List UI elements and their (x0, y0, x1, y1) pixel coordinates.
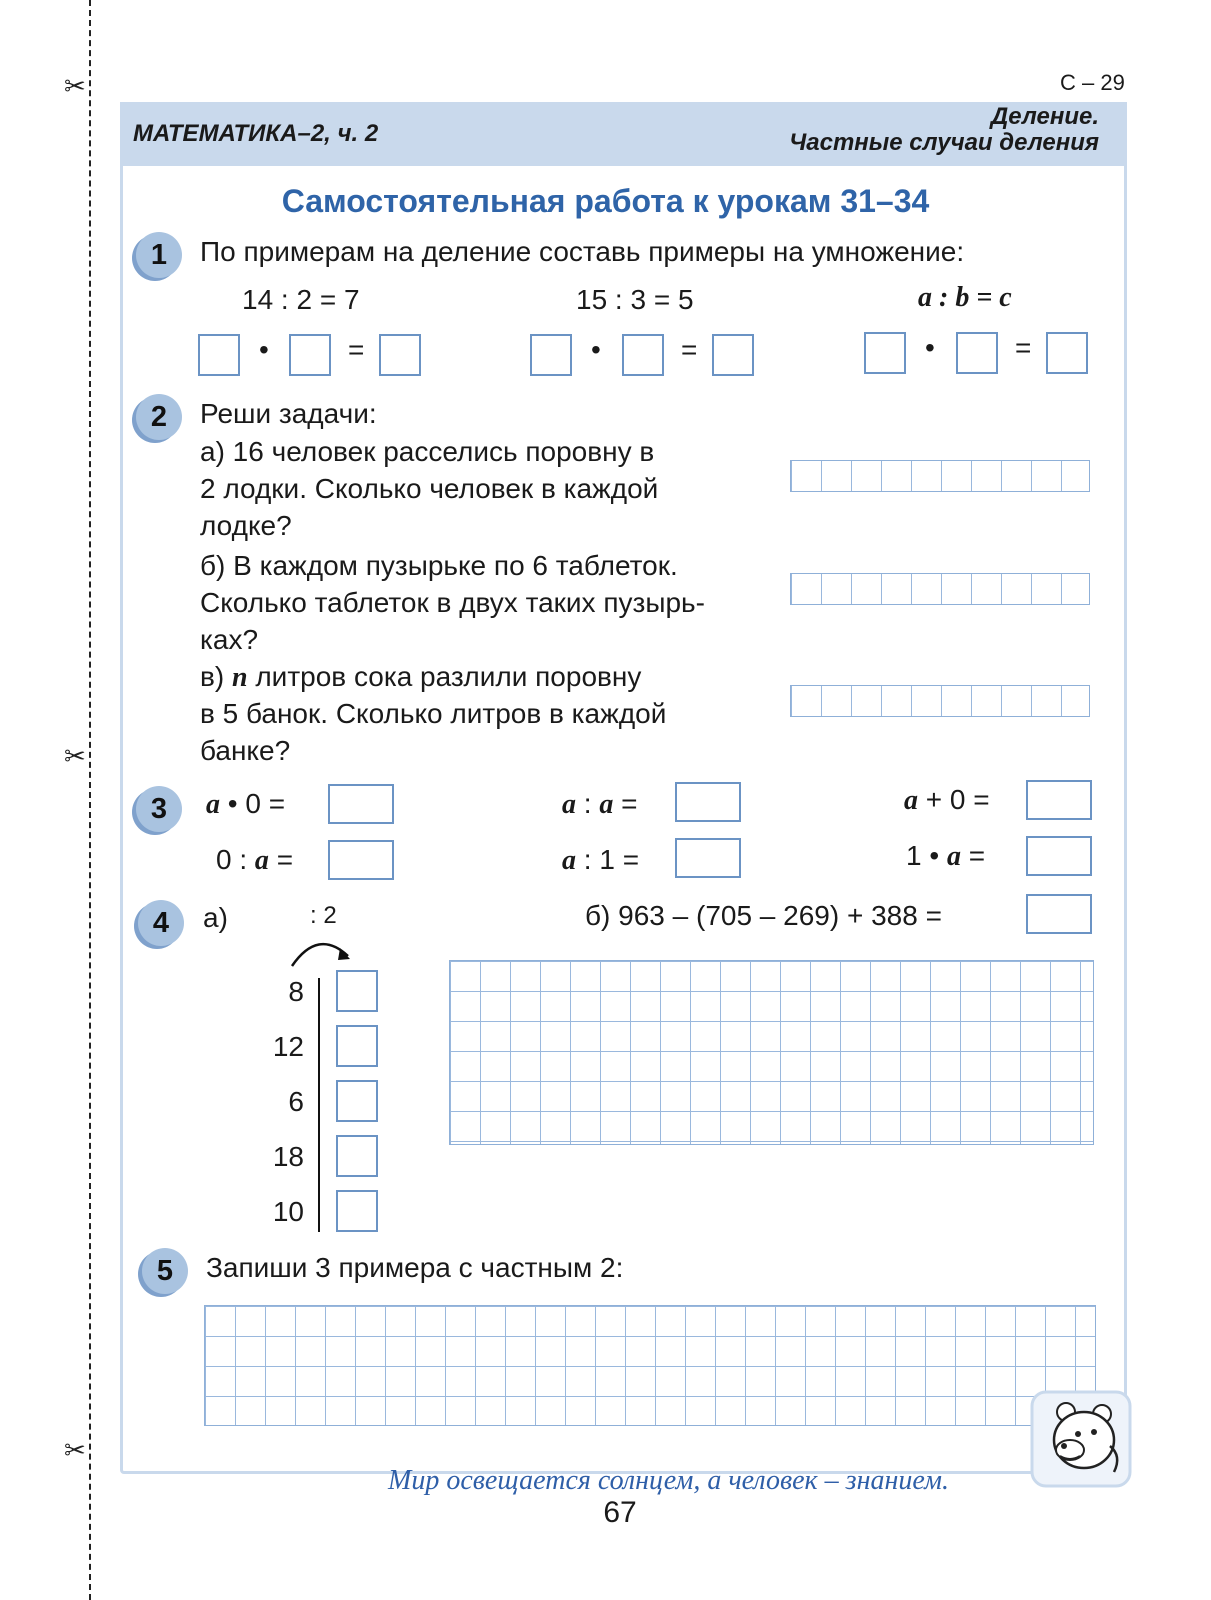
operand: a (904, 785, 918, 816)
operand: 0 (949, 784, 966, 815)
answer-box[interactable] (1026, 894, 1092, 934)
problem-c-prefix: в) (200, 661, 225, 692)
answer-box[interactable] (336, 970, 378, 1012)
answer-box[interactable] (198, 334, 240, 376)
task-number: 1 (136, 232, 182, 278)
example: 14 : 2 = 7 (242, 284, 360, 315)
operand: a (562, 789, 576, 820)
equals-sign: = (348, 334, 365, 365)
answer-box[interactable] (336, 1080, 378, 1122)
problem-c-variable: n (231, 662, 248, 693)
expression (562, 844, 639, 877)
operand: a (206, 789, 220, 820)
dot-sign: • (259, 334, 269, 365)
topic-title (789, 104, 1099, 156)
equals-sign: = (276, 844, 294, 875)
equals-sign: = (268, 788, 286, 819)
operator: • (929, 840, 940, 871)
motto: Мир освещается солнцем, а человек – знанием. (388, 1465, 949, 1496)
answer-box[interactable] (336, 1190, 378, 1232)
operand: a (562, 845, 576, 876)
divider-line (318, 978, 320, 1232)
answer-box[interactable] (956, 332, 998, 374)
answer-box[interactable] (1046, 332, 1088, 374)
answer-box[interactable] (675, 782, 741, 822)
task-text: По примерам на деление составь примеры на умножение: (200, 236, 965, 267)
problem-c-text: литров сока разлили поровну (255, 661, 642, 692)
equals-sign: = (681, 334, 698, 365)
answer-strip[interactable] (790, 573, 1090, 605)
operator: • (227, 788, 238, 819)
problem-b-line: Сколько таблеток в двух таких пузырь- (200, 587, 705, 618)
answer-box[interactable] (864, 332, 906, 374)
problem-b-line: ках? (200, 624, 259, 655)
operator: : (583, 788, 592, 819)
operand: a (254, 845, 269, 876)
answer-strip[interactable] (790, 460, 1090, 492)
answer-box[interactable] (328, 840, 394, 880)
page-number: 67 (603, 1496, 637, 1529)
dot-sign: • (925, 332, 935, 363)
cut-line (89, 0, 91, 1600)
answer-box[interactable] (530, 334, 572, 376)
operator: : (583, 844, 592, 875)
answer-box[interactable] (336, 1025, 378, 1067)
equals-sign: = (1015, 332, 1032, 363)
problem-a-line: лодке? (200, 510, 292, 541)
task-text: Запиши 3 примера с частным 2: (206, 1252, 624, 1283)
scissors-icon: ✂ (64, 72, 86, 102)
example: a : b = c (918, 282, 1012, 313)
expression (206, 788, 285, 821)
scissors-icon: ✂ (64, 1436, 86, 1466)
answer-box[interactable] (379, 334, 421, 376)
answer-box[interactable] (675, 838, 741, 878)
curved-arrow-icon (288, 934, 368, 970)
expression-b: б) 963 – (705 – 269) + 388 = (585, 900, 942, 931)
answer-box[interactable] (712, 334, 754, 376)
problem-a-line: 2 лодки. Сколько человек в каждой (200, 473, 659, 504)
task-number: 5 (142, 1248, 188, 1294)
operand: a (946, 841, 961, 872)
input-value: 8 (288, 976, 304, 1007)
answer-box[interactable] (622, 334, 664, 376)
task-number: 4 (138, 900, 184, 946)
part-a-label: а) (203, 902, 228, 933)
topic-line-1: Деление. (990, 103, 1099, 130)
input-value: 18 (272, 1141, 304, 1172)
equals-sign: = (973, 784, 990, 815)
example: 15 : 3 = 5 (576, 284, 694, 315)
page-code: С – 29 (1060, 70, 1125, 95)
answer-box[interactable] (1026, 780, 1092, 820)
equals-sign: = (968, 840, 986, 871)
topic-line-2: Частные случаи деления (789, 129, 1099, 156)
expression (906, 840, 985, 873)
answer-box[interactable] (328, 784, 394, 824)
operand: 1 (599, 844, 615, 875)
task-text: Реши задачи: (200, 398, 377, 429)
answer-strip[interactable] (790, 685, 1090, 717)
divisor-label: : 2 (310, 902, 337, 929)
operand: 0 (245, 788, 261, 819)
book-title: МАТЕМАТИКА–2, ч. 2 (133, 120, 379, 147)
expression (904, 784, 990, 817)
input-value: 6 (288, 1086, 304, 1117)
answer-grid[interactable] (449, 960, 1094, 1145)
task-number: 2 (136, 394, 182, 440)
expression (562, 788, 637, 821)
operand: 0 (216, 844, 232, 875)
page-title: Самостоятельная работа к урокам 31–34 (281, 183, 930, 219)
operand: 1 (906, 840, 922, 871)
problem-a-line: а) 16 человек расселись поровну в (200, 436, 655, 467)
problem-c-line (200, 661, 641, 694)
equals-sign: = (621, 788, 638, 819)
input-value: 10 (272, 1196, 304, 1227)
answer-box[interactable] (1026, 836, 1092, 876)
problem-c-line: в 5 банок. Сколько литров в каждой (200, 698, 667, 729)
problem-c-line: банке? (200, 735, 291, 766)
equals-sign: = (622, 844, 640, 875)
operand: a (599, 789, 614, 820)
scissors-icon: ✂ (64, 742, 86, 772)
answer-box[interactable] (336, 1135, 378, 1177)
operator: : (239, 844, 248, 875)
operator: + (925, 784, 943, 815)
bear-icon (1030, 1390, 1132, 1488)
input-value: 12 (272, 1031, 304, 1062)
answer-box[interactable] (289, 334, 331, 376)
problem-b-line: б) В каждом пузырьке по 6 таблеток. (200, 550, 678, 581)
expression (216, 844, 293, 877)
task-number: 3 (136, 786, 182, 832)
answer-grid[interactable] (204, 1305, 1096, 1426)
dot-sign: • (591, 334, 601, 365)
